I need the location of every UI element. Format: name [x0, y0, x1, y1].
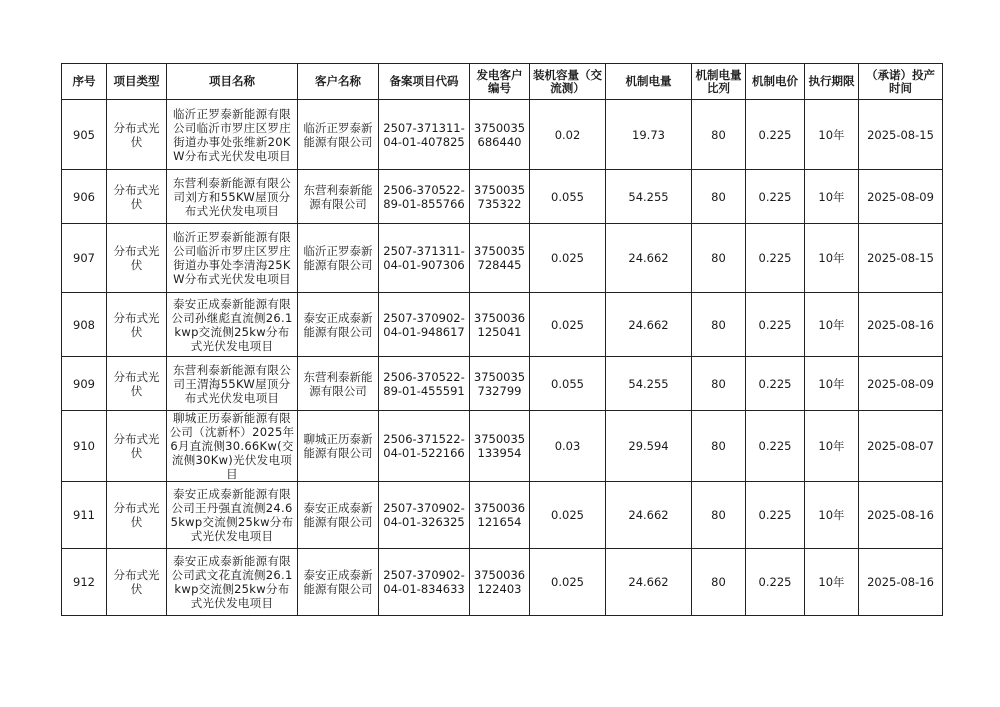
- header-code: 备案项目代码: [379, 64, 470, 100]
- row-type: 分布式光伏: [107, 482, 167, 549]
- row-date: 2025-08-09: [859, 357, 943, 411]
- row-name: 东营利泰新能源有限公司刘方和55KW屋顶分布式光伏发电项目: [167, 170, 298, 224]
- row-name: 东营利泰新能源有限公司王渭海55KW屋顶分布式光伏发电项目: [167, 357, 298, 411]
- row-capacity: 0.025: [530, 549, 606, 616]
- header-name: 项目名称: [167, 64, 298, 100]
- row-customer: 泰安正成泰新能源有限公司: [298, 482, 379, 549]
- row-name: 泰安正成泰新能源有限公司王丹强直流侧24.65kwp交流侧25kw分布式光伏发电项目: [167, 482, 298, 549]
- row-capacity: 0.055: [530, 357, 606, 411]
- table-row: [62, 411, 943, 482]
- row-cust-no: 3750036121654: [470, 482, 530, 549]
- row-name: 泰安正成泰新能源有限公司武文花直流侧26.1kwp交流侧25kw分布式光伏发电项目: [167, 549, 298, 616]
- row-price: 0.225: [746, 170, 805, 224]
- header-period: 执行期限: [805, 64, 859, 100]
- row-date: 2025-08-16: [859, 482, 943, 549]
- row-customer: 泰安正成泰新能源有限公司: [298, 293, 379, 357]
- row-capacity: 0.025: [530, 224, 606, 293]
- row-date: 2025-08-07: [859, 411, 943, 482]
- row-type: 分布式光伏: [107, 293, 167, 357]
- header-cust-no: 发电客户编号: [470, 64, 530, 100]
- row-mech-power: 24.662: [606, 224, 692, 293]
- row-ratio: 80: [692, 224, 746, 293]
- row-code: 2507-371311-04-01-407825: [379, 100, 470, 170]
- row-price: 0.225: [746, 224, 805, 293]
- table-row: [62, 549, 943, 616]
- header-ratio: 机制电量比列: [692, 64, 746, 100]
- row-ratio: 80: [692, 482, 746, 549]
- row-capacity: 0.025: [530, 482, 606, 549]
- row-date: 2025-08-15: [859, 224, 943, 293]
- row-period: 10年: [805, 357, 859, 411]
- row-mech-power: 29.594: [606, 411, 692, 482]
- row-cust-no: 3750035732799: [470, 357, 530, 411]
- row-name: 泰安正成泰新能源有限公司孙继彪直流侧26.1kwp交流侧25kw分布式光伏发电项目: [167, 293, 298, 357]
- row-cust-no: 3750035686440: [470, 100, 530, 170]
- row-type: 分布式光伏: [107, 411, 167, 482]
- row-type: 分布式光伏: [107, 357, 167, 411]
- row-no: 907: [62, 224, 107, 293]
- row-customer: 东营利泰新能源有限公司: [298, 357, 379, 411]
- row-mech-power: 24.662: [606, 293, 692, 357]
- row-cust-no: 3750035728445: [470, 224, 530, 293]
- header-price: 机制电价: [746, 64, 805, 100]
- header-row: [62, 64, 943, 100]
- row-customer: 泰安正成泰新能源有限公司: [298, 549, 379, 616]
- row-code: 2506-371522-04-01-522166: [379, 411, 470, 482]
- row-period: 10年: [805, 224, 859, 293]
- header-capacity: 装机容量（交流测）: [530, 64, 606, 100]
- row-cust-no: 3750035735322: [470, 170, 530, 224]
- row-customer: 临沂正罗泰新能源有限公司: [298, 100, 379, 170]
- row-mech-power: 54.255: [606, 170, 692, 224]
- row-code: 2507-370902-04-01-834633: [379, 549, 470, 616]
- row-period: 10年: [805, 411, 859, 482]
- row-type: 分布式光伏: [107, 100, 167, 170]
- row-price: 0.225: [746, 549, 805, 616]
- row-date: 2025-08-16: [859, 549, 943, 616]
- row-ratio: 80: [692, 357, 746, 411]
- row-mech-power: 19.73: [606, 100, 692, 170]
- row-price: 0.225: [746, 357, 805, 411]
- row-ratio: 80: [692, 170, 746, 224]
- row-price: 0.225: [746, 411, 805, 482]
- row-period: 10年: [805, 293, 859, 357]
- row-ratio: 80: [692, 293, 746, 357]
- project-table: [61, 63, 943, 616]
- row-type: 分布式光伏: [107, 549, 167, 616]
- row-period: 10年: [805, 170, 859, 224]
- table-row: [62, 357, 943, 411]
- row-customer: 临沂正罗泰新能源有限公司: [298, 224, 379, 293]
- row-no: 911: [62, 482, 107, 549]
- row-period: 10年: [805, 549, 859, 616]
- row-no: 910: [62, 411, 107, 482]
- header-mech-power: 机制电量: [606, 64, 692, 100]
- row-no: 912: [62, 549, 107, 616]
- row-ratio: 80: [692, 411, 746, 482]
- row-date: 2025-08-16: [859, 293, 943, 357]
- row-capacity: 0.055: [530, 170, 606, 224]
- row-price: 0.225: [746, 482, 805, 549]
- row-name: 临沂正罗泰新能源有限公司临沂市罗庄区罗庄街道办事处李清海25KW分布式光伏发电项目: [167, 224, 298, 293]
- row-cust-no: 3750036122403: [470, 549, 530, 616]
- row-type: 分布式光伏: [107, 224, 167, 293]
- row-capacity: 0.025: [530, 293, 606, 357]
- row-name: 临沂正罗泰新能源有限公司临沂市罗庄区罗庄街道办事处张维新20KW分布式光伏发电项目: [167, 100, 298, 170]
- row-code: 2507-371311-04-01-907306: [379, 224, 470, 293]
- row-type: 分布式光伏: [107, 170, 167, 224]
- table-row: [62, 170, 943, 224]
- row-no: 905: [62, 100, 107, 170]
- row-ratio: 80: [692, 549, 746, 616]
- row-date: 2025-08-15: [859, 100, 943, 170]
- row-ratio: 80: [692, 100, 746, 170]
- row-period: 10年: [805, 482, 859, 549]
- header-type: 项目类型: [107, 64, 167, 100]
- row-name: 聊城正历泰新能源有限公司（沈新杯）2025年6月直流侧30.66Kw(交流侧30Kw)光伏发电项目: [167, 411, 298, 482]
- row-cust-no: 3750035133954: [470, 411, 530, 482]
- row-capacity: 0.02: [530, 100, 606, 170]
- row-no: 908: [62, 293, 107, 357]
- row-date: 2025-08-09: [859, 170, 943, 224]
- header-no: 序号: [62, 64, 107, 100]
- row-customer: 东营利泰新能源有限公司: [298, 170, 379, 224]
- table-row: [62, 224, 943, 293]
- row-no: 909: [62, 357, 107, 411]
- row-code: 2507-370902-04-01-326325: [379, 482, 470, 549]
- table-row: [62, 293, 943, 357]
- row-code: 2507-370902-04-01-948617: [379, 293, 470, 357]
- table-row: [62, 482, 943, 549]
- row-price: 0.225: [746, 100, 805, 170]
- row-cust-no: 3750036125041: [470, 293, 530, 357]
- row-price: 0.225: [746, 293, 805, 357]
- row-capacity: 0.03: [530, 411, 606, 482]
- row-mech-power: 24.662: [606, 549, 692, 616]
- header-customer: 客户名称: [298, 64, 379, 100]
- row-mech-power: 54.255: [606, 357, 692, 411]
- row-mech-power: 24.662: [606, 482, 692, 549]
- header-date: （承诺）投产时间: [859, 64, 943, 100]
- row-code: 2506-370522-89-01-855766: [379, 170, 470, 224]
- row-code: 2506-370522-89-01-455591: [379, 357, 470, 411]
- table-row: [62, 100, 943, 170]
- row-period: 10年: [805, 100, 859, 170]
- row-customer: 聊城正历泰新能源有限公司: [298, 411, 379, 482]
- row-no: 906: [62, 170, 107, 224]
